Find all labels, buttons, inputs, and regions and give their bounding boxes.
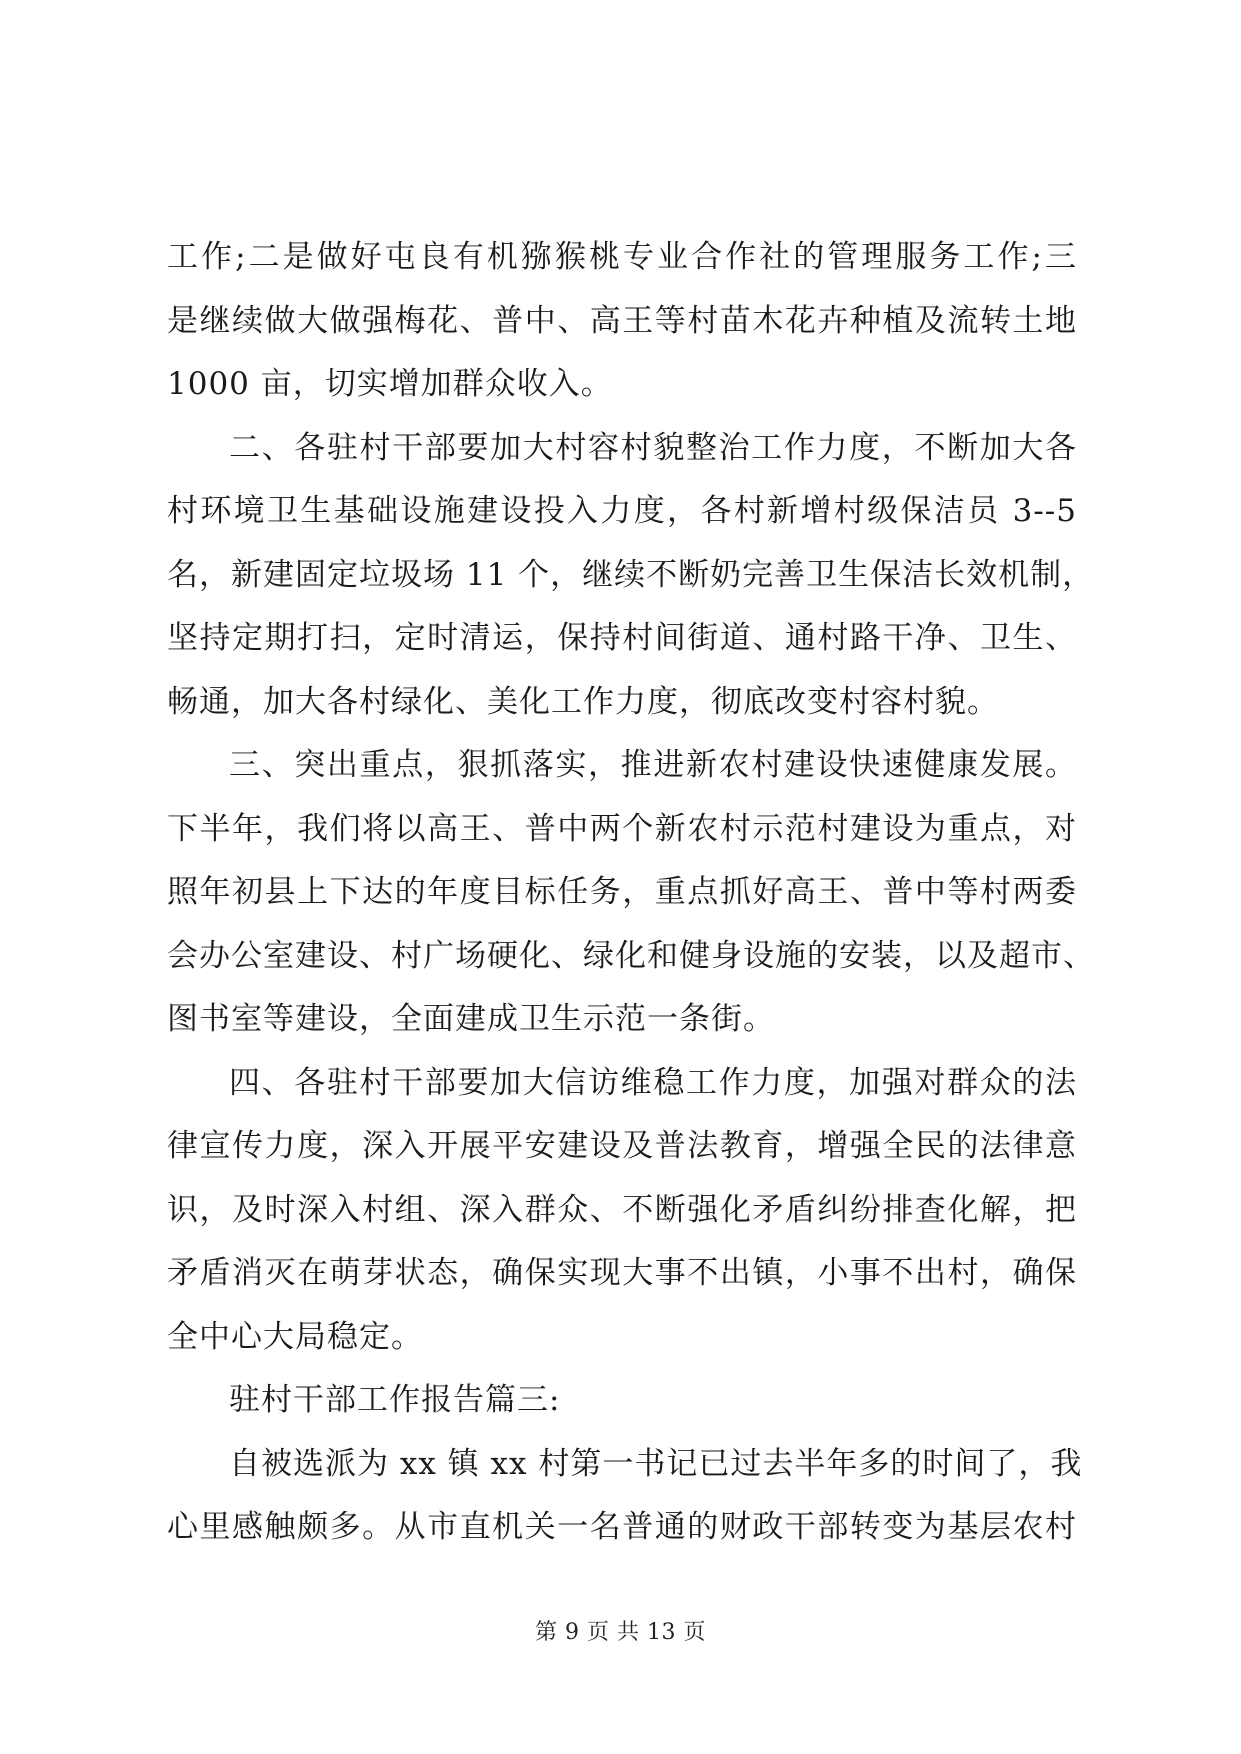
text-line: 律宣传力度，深入开展平安建设及普法教育，增强全民的法律意 [167,1128,1077,1164]
text-line: 村环境卫生基础设施建设投入力度，各村新增村级保洁员 3--5 [167,493,1077,529]
text-line: 心里感触颇多。从市直机关一名普通的财政干部转变为基层农村 [167,1509,1077,1545]
text-line: 1000 亩，切实增加群众收入。 [167,366,613,402]
text-line: 三、突出重点，狠抓落实，推进新农村建设快速健康发展。 [229,747,1077,783]
text-line: 四、各驻村干部要加大信访维稳工作力度，加强对群众的法 [229,1064,1077,1101]
text-line: 畅通，加大各村绿化、美化工作力度，彻底改变村容村貌。 [167,683,999,720]
page-number-footer: 第 9 页 共 13 页 [535,1620,706,1645]
body-text [167,226,1095,1560]
text-line: 坚持定期打扫，定时清运，保持村间街道、通村路干净、卫生、 [167,620,1077,656]
text-line: 矛盾消灭在萌芽状态，确保实现大事不出镇，小事不出村，确保 [167,1255,1077,1291]
text-line: 工作;二是做好屯良有机猕猴桃专业合作社的管理服务工作;三 [167,239,1077,275]
text-line: 图书室等建设，全面建成卫生示范一条街。 [167,1001,775,1037]
text-line: 识，及时深入村组、深入群众、不断强化矛盾纠纷排查化解，把 [167,1191,1077,1228]
text-line: 是继续做大做强梅花、普中、高王等村苗木花卉种植及流转土地 [167,302,1077,339]
text-line: 下半年，我们将以高王、普中两个新农村示范村建设为重点，对 [167,810,1077,847]
text-line: 二、各驻村干部要加大村容村貌整治工作力度，不断加大各 [229,429,1077,466]
text-line: 驻村干部工作报告篇三: [229,1382,561,1418]
text-line: 全中心大局稳定。 [167,1318,423,1355]
text-line: 自被选派为 xx 镇 xx 村第一书记已过去半年多的时间了，我 [229,1445,1083,1482]
text-line: 照年初县上下达的年度目标任务，重点抓好高王、普中等村两委 [167,874,1077,910]
text-line: 名，新建固定垃圾场 11 个，继续不断奶完善卫生保洁长效机制， [167,556,1095,593]
text-line: 会办公室建设、村广场硬化、绿化和健身设施的安装，以及超市、 [167,937,1095,974]
